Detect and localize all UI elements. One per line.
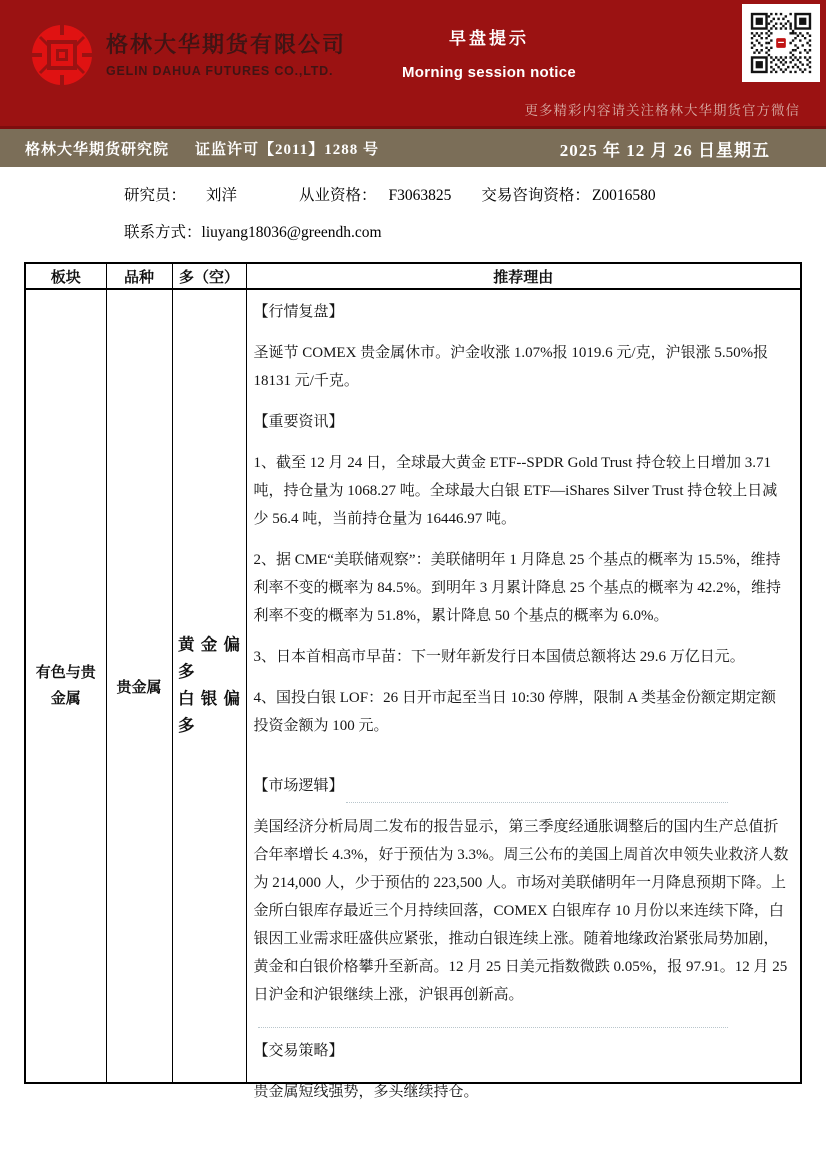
- col-header-position: 多（空）: [172, 263, 246, 289]
- top-banner: [0, 0, 826, 126]
- company-logo-icon: [30, 23, 94, 87]
- position-values: [178, 632, 240, 740]
- position-silver: 白银偏多: [178, 690, 240, 735]
- market-review-paragraph: 圣诞节 COMEX 贵金属休市。沪金收涨 1.07%报 1019.6 元/克，沪银涨 5.50%报 18131 元/千克。: [253, 345, 769, 389]
- institute-name: 格林大华期货研究院: [25, 141, 170, 158]
- section-title-trade-strategy: 【交易策略】: [253, 1043, 344, 1059]
- researcher-name: 刘洋: [206, 187, 238, 204]
- sector-cell: [25, 289, 106, 1083]
- company-name-block: [106, 28, 346, 78]
- section-title-market-review: 【行情复盘】: [253, 304, 344, 320]
- table-row: [25, 289, 801, 1083]
- institute-bar: [0, 126, 826, 167]
- key-news-item-2: 2、据 CME“美联储观察”：美联储明年 1 月降息 25 个基点的概率为 15.5%，维持利率不变的概率为 84.5%。到明年 3 月累计降息 25 个基点的概率为 42.2%，维持利率不变的概率为 51.8%，累计降息 50 个基点的概率为 6.0%。: [253, 552, 781, 624]
- contact-label: 联系方式：: [124, 224, 202, 241]
- notice-title-en: Morning session notice: [401, 64, 577, 81]
- key-news-item-4: 4、国投白银 LOF：26 日开市起至当日 10:30 停牌，限制 A 类基金份额定期定额投资金额为 100 元。: [253, 690, 777, 734]
- table-header-row: [25, 263, 801, 289]
- section-title-market-logic: 【市场逻辑】: [254, 772, 791, 800]
- market-logic-paragraph: 美国经济分析局周二发布的报告显示，第三季度经通胀调整后的国内生产总值折合年率增长 4.3%，好于预估为 3.3%。周三公布的美国上周首次申领失业救济人数为 214,000 人，少于预估的 223,500 人。市场对美联储明年一月降息预期下降。上金所白银库存最近三个月持续回落，COMEX 白银库存 10 月份以来连续下降，白银因工业需求旺盛供应紧张，推动白银连续上涨。随着地缘政治紧张局势加剧，黄金和白银价格攀升至新高。12 月 25 日美元指数微跌 0.05%，报 97.91。12 月 25 日沪金和沪银继续上涨，沪银再创新高。: [253, 819, 789, 1003]
- section-title-key-news: 【重要资讯】: [253, 414, 344, 430]
- company-name-en: GELIN DAHUA FUTURES CO.,LTD.: [106, 64, 334, 78]
- qualification-label: 从业资格：: [299, 187, 377, 204]
- researcher-label: 研究员：: [124, 187, 187, 204]
- col-header-sector: 板块: [25, 263, 106, 289]
- contact-block: [124, 177, 826, 251]
- variety-cell: [106, 289, 172, 1083]
- advisory-label: 交易咨询资格：: [481, 187, 590, 204]
- report-date: 2025 年 12 月 26 日星期五: [559, 140, 770, 160]
- company-name-cn: 格林大华期货有限公司: [106, 32, 347, 57]
- researcher-line: [124, 177, 826, 214]
- notice-title-block: [402, 24, 576, 81]
- key-news-item-1: 1、截至 12 月 24 日，全球最大黄金 ETF--SPDR Gold Trust 持仓较上日增加 3.71 吨，持仓量为 1068.27 吨。全球最大白银 ETF—iShares Silver Trust 持仓较上日减少 56.4 吨，当前持仓量为 16446.97 吨。: [253, 455, 778, 527]
- trade-strategy-paragraph: 贵金属短线强势，多头继续持仓。: [253, 1084, 479, 1100]
- wechat-follow-note: 更多精彩内容请关注格林大华期货官方微信: [524, 103, 800, 118]
- position-gold: 黄金偏多: [178, 636, 240, 681]
- contact-line: [124, 214, 826, 251]
- position-cell: [172, 289, 246, 1083]
- wechat-qr-code-icon: [742, 4, 820, 82]
- variety-value: 贵金属: [116, 678, 162, 696]
- dotted-divider: [258, 1027, 729, 1028]
- advisory-number: Z0016580: [591, 187, 656, 204]
- key-news-item-3: 3、日本首相高市早苗：下一财年新发行日本国债总额将达 29.6 万亿日元。: [253, 649, 745, 665]
- recommendation-table: [24, 262, 802, 1100]
- contact-email: liuyang18036@greendh.com: [201, 224, 382, 241]
- institute-license-block: [0, 138, 379, 159]
- reason-content: [247, 290, 801, 1100]
- col-header-reason: 推荐理由: [246, 263, 801, 289]
- notice-title-cn: 早盘提示: [449, 29, 529, 48]
- qualification-number: F3063825: [388, 187, 452, 204]
- license-number: 证监许可【2011】1288 号: [195, 141, 379, 158]
- sector-value: 有色与贵金属: [35, 664, 96, 707]
- reason-cell: [246, 289, 801, 1100]
- col-header-variety: 品种: [106, 263, 172, 289]
